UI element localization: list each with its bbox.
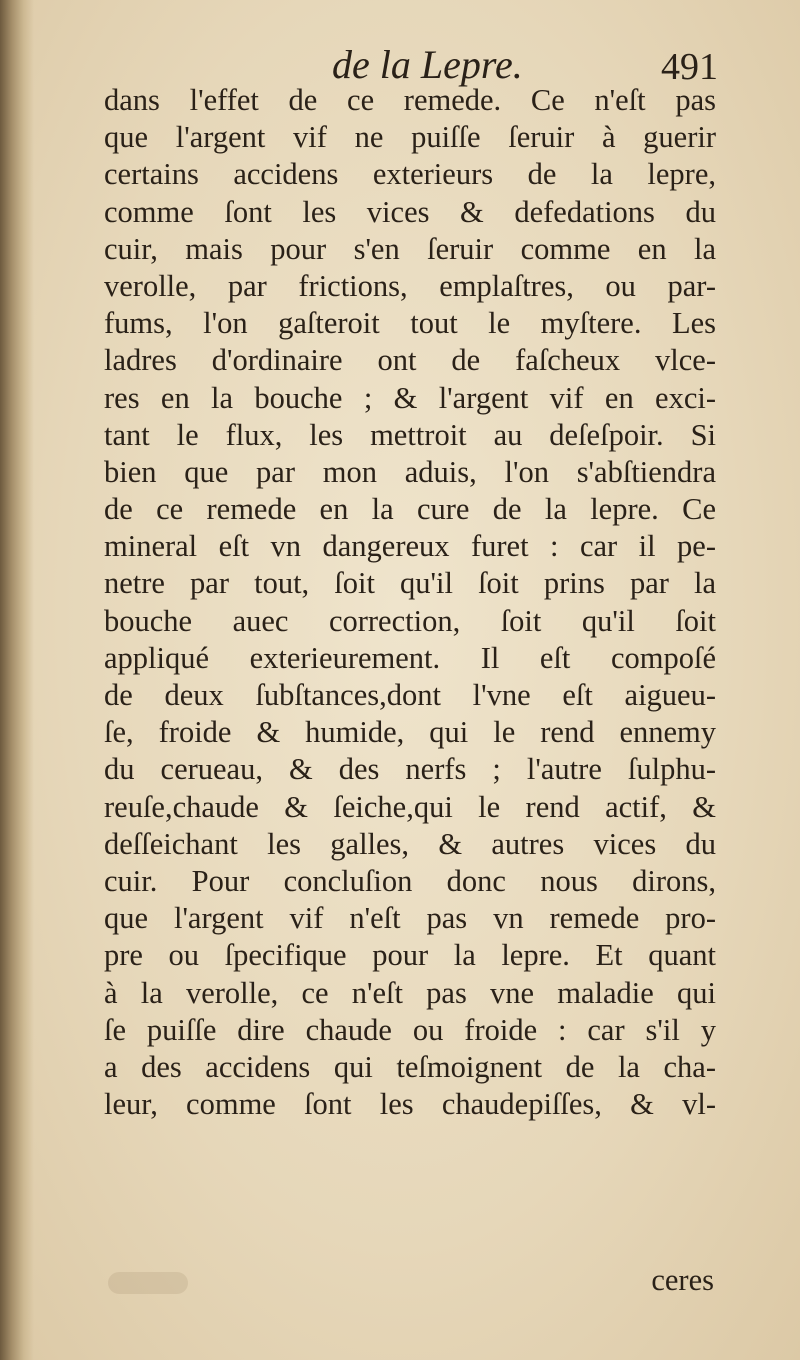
binding-gutter [0, 0, 34, 1360]
text-line: cuir, mais pour s'en ſeruir comme en la [104, 231, 716, 266]
page-number: 491 [661, 46, 718, 88]
text-line: mineral eſt vn dangereux furet : car il pe- [104, 529, 716, 564]
text-line: ſe puiſſe dire chaude ou froide : car s'il y [104, 1012, 716, 1047]
text-line: comme ſont les vices & defedations du [104, 194, 716, 229]
text-line: reuſe,chaude & ſeiche,qui le rend actif, & [104, 789, 716, 824]
text-line: appliqué exterieurement. Il eſt compoſé [104, 640, 716, 675]
text-line: res en la bouche ; & l'argent vif en exci- [104, 380, 716, 415]
text-line: pre ou ſpecifique pour la lepre. Et quant [104, 938, 716, 973]
text-line: bouche auec correction, ſoit qu'il ſoit [104, 603, 716, 638]
ink-smudge [108, 1272, 188, 1294]
text-line: verolle, par frictions, emplaſtres, ou par- [104, 268, 716, 303]
text-line: netre par tout, ſoit qu'il ſoit prins par la [104, 566, 716, 601]
running-title: de la Lepre. [332, 42, 523, 87]
text-line: a des accidens qui teſmoignent de la cha- [104, 1049, 716, 1084]
text-line: ſe, froide & humide, qui le rend ennemy [104, 715, 716, 750]
text-line: que l'argent vif ne puiſſe ſeruir à guerir [104, 120, 716, 155]
text-line: deſſeichant les galles, & autres vices du [104, 826, 716, 861]
text-line: tant le flux, les mettroit au deſeſpoir. Si [104, 417, 716, 452]
text-line: bien que par mon aduis, l'on s'abſtiendra [104, 454, 716, 489]
text-line: certains accidens exterieurs de la lepre, [104, 157, 716, 192]
text-line: du cerueau, & des nerfs ; l'autre ſulphu- [104, 752, 716, 787]
text-line: fums, l'on gaſteroit tout le myſtere. Les [104, 306, 716, 341]
text-line: que l'argent vif n'eſt pas vn remede pro- [104, 901, 716, 936]
text-line: ladres d'ordinaire ont de faſcheux vlce- [104, 343, 716, 378]
text-line: de deux ſubſtances,dont l'vne eſt aigueu- [104, 678, 716, 712]
text-line: de ce remede en la cure de la lepre. Ce [104, 492, 716, 527]
text-line: cuir. Pour concluſion donc nous dirons, [104, 863, 716, 898]
text-line: leur, comme ſont les chaudepiſſes, & vl- [104, 1087, 716, 1122]
text-line: dans l'effet de ce remede. Ce n'eſt pas [104, 83, 716, 117]
catchword: ceres [651, 1263, 714, 1297]
body-text [104, 82, 716, 1123]
text-line: à la verolle, ce n'eſt pas vne maladie qui [104, 975, 716, 1010]
